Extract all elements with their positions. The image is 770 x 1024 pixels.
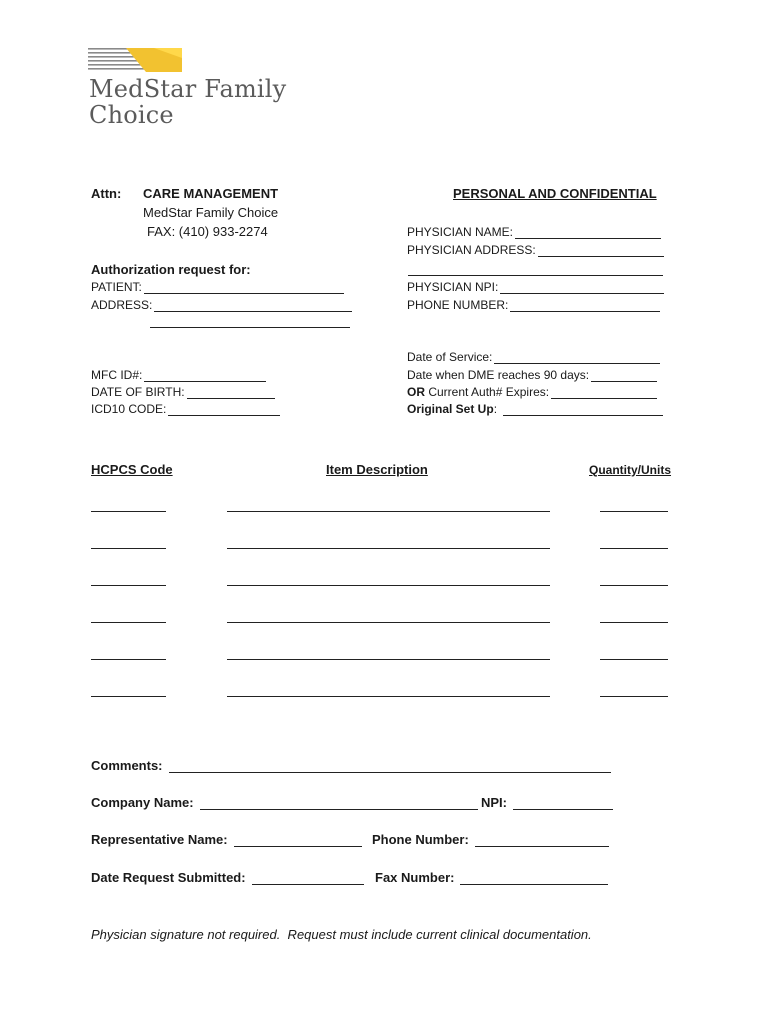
rep-name-field[interactable] (91, 832, 362, 847)
rep-phone-field[interactable] (372, 832, 609, 847)
hcpcs-line-3[interactable] (91, 585, 166, 586)
fax-number-field[interactable] (375, 870, 608, 885)
fax-number-blank[interactable] (460, 872, 608, 885)
attn-department: CARE MANAGEMENT (143, 186, 279, 201)
mfc-id-blank[interactable] (144, 369, 266, 382)
rep-phone-label: Phone Number: (372, 832, 469, 847)
quantity-line-4[interactable] (600, 622, 668, 623)
dob-blank[interactable] (187, 386, 275, 399)
comments-field[interactable] (91, 758, 611, 773)
dob-field[interactable] (91, 385, 275, 399)
npi-field[interactable] (481, 795, 613, 810)
hcpcs-line-4[interactable] (91, 622, 166, 623)
dme-90-days-blank[interactable] (591, 369, 657, 382)
icd10-blank[interactable] (168, 403, 280, 416)
date-submitted-field[interactable] (91, 870, 364, 885)
logo-name-line1: MedStar Family (89, 75, 287, 103)
patient-blank[interactable] (144, 281, 344, 294)
rep-phone-blank[interactable] (475, 834, 609, 847)
original-setup-blank[interactable] (503, 403, 663, 416)
rep-name-label: Representative Name: (91, 832, 228, 847)
hcpcs-line-5[interactable] (91, 659, 166, 660)
auth-expires-label: Current Auth# Expires: (428, 385, 550, 399)
description-line-2[interactable] (227, 548, 550, 549)
physician-address-field[interactable] (407, 243, 664, 257)
company-name-field[interactable] (91, 795, 478, 810)
original-setup-label: Original Set Up (407, 402, 494, 416)
icd10-field[interactable] (91, 402, 280, 416)
dme-90-days-field[interactable] (407, 368, 657, 382)
physician-address-line-2[interactable] (408, 275, 663, 276)
quantity-line-3[interactable] (600, 585, 668, 586)
comments-label: Comments: (91, 758, 163, 773)
date-of-service-label: Date of Service: (407, 350, 493, 364)
attn-fax: FAX: (410) 933-2274 (147, 224, 268, 239)
quantity-line-2[interactable] (600, 548, 668, 549)
mfc-id-field[interactable] (91, 368, 266, 382)
description-line-3[interactable] (227, 585, 550, 586)
quantity-units-header: Quantity/Units (589, 463, 672, 477)
dob-label: DATE OF BIRTH: (91, 385, 185, 399)
item-description-header: Item Description (326, 462, 428, 477)
or-label: OR (407, 385, 425, 399)
quantity-line-6[interactable] (600, 696, 668, 697)
authorization-heading: Authorization request for: (91, 262, 251, 277)
address-line-2[interactable] (150, 327, 350, 328)
npi-label: NPI: (481, 795, 507, 810)
physician-npi-field[interactable] (407, 280, 664, 294)
original-setup-field[interactable] (407, 402, 663, 416)
comments-blank[interactable] (169, 760, 611, 773)
physician-name-blank[interactable] (515, 226, 661, 239)
npi-blank[interactable] (513, 797, 613, 810)
auth-expires-field[interactable] (407, 385, 657, 399)
hcpcs-line-1[interactable] (91, 511, 166, 512)
footer-note: Physician signature not required. Request must include current clinical documentation. (91, 927, 592, 942)
description-line-5[interactable] (227, 659, 550, 660)
quantity-line-5[interactable] (600, 659, 668, 660)
phone-number-blank[interactable] (510, 299, 660, 312)
physician-name-field[interactable] (407, 225, 661, 239)
date-submitted-label: Date Request Submitted: (91, 870, 246, 885)
date-of-service-blank[interactable] (494, 351, 660, 364)
physician-name-label: PHYSICIAN NAME: (407, 225, 514, 239)
date-submitted-blank[interactable] (252, 872, 364, 885)
icd10-label: ICD10 CODE: (91, 402, 167, 416)
hcpcs-code-header: HCPCS Code (91, 462, 173, 477)
physician-address-blank[interactable] (538, 244, 664, 257)
address-label: ADDRESS: (91, 298, 153, 312)
phone-number-label: PHONE NUMBER: (407, 298, 509, 312)
fax-number-label: Fax Number: (375, 870, 455, 885)
hcpcs-line-6[interactable] (91, 696, 166, 697)
address-field[interactable] (91, 298, 352, 312)
date-of-service-field[interactable] (407, 350, 660, 364)
patient-label: PATIENT: (91, 280, 142, 294)
patient-field[interactable] (91, 280, 344, 294)
phone-number-field[interactable] (407, 298, 660, 312)
rep-name-blank[interactable] (234, 834, 362, 847)
address-blank[interactable] (154, 299, 352, 312)
description-line-6[interactable] (227, 696, 550, 697)
physician-npi-blank[interactable] (500, 281, 664, 294)
attn-organization: MedStar Family Choice (143, 205, 279, 220)
description-line-4[interactable] (227, 622, 550, 623)
hcpcs-line-2[interactable] (91, 548, 166, 549)
confidential-heading: PERSONAL AND CONFIDENTIAL (453, 186, 657, 201)
physician-address-label: PHYSICIAN ADDRESS: (407, 243, 536, 257)
description-line-1[interactable] (227, 511, 550, 512)
logo-name-line2: Choice (89, 101, 174, 129)
original-setup-colon: : (493, 402, 498, 416)
company-name-label: Company Name: (91, 795, 194, 810)
mfc-id-label: MFC ID#: (91, 368, 143, 382)
logo-graphic (88, 48, 182, 72)
auth-expires-blank[interactable] (551, 386, 657, 399)
physician-npi-label: PHYSICIAN NPI: (407, 280, 499, 294)
quantity-line-1[interactable] (600, 511, 668, 512)
attn-label: Attn: (91, 186, 122, 201)
company-name-blank[interactable] (200, 797, 478, 810)
dme-90-days-label: Date when DME reaches 90 days: (407, 368, 590, 382)
